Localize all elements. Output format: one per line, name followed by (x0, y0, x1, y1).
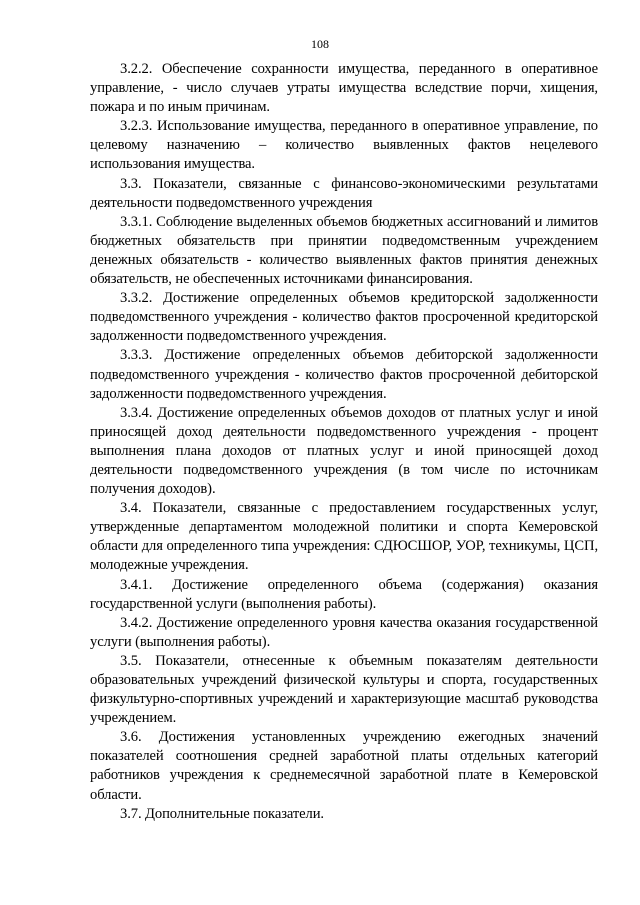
paragraph-3-2-2: 3.2.2. Обеспечение сохранности имущества, переданного в оперативное управление, - число случаев утраты имущества вследствие порчи, хищения, пожара и по иным причинам. (90, 61, 598, 116)
paragraph-3-3-3: 3.3.3. Достижение определенных объемов дебиторской задолженности подведомственного учреждения - количество фактов просроченной дебиторской задолженности подведомственного учреждения. (90, 347, 598, 402)
paragraph-3-4-2: 3.4.2. Достижение определенного уровня качества оказания государственной услуги (выполнения работы). (90, 614, 598, 650)
document-body (90, 60, 598, 824)
paragraph-3-3: 3.3. Показатели, связанные с финансово-экономическими результатами деятельности подведомственного учреждения (90, 175, 598, 211)
paragraph-3-4: 3.4. Показатели, связанные с предоставлением государственных услуг, утвержденные департаментом молодежной политики и спорта Кемеровской области для определенного типа учреждения: СДЮСШОР, УОР, техникумы, ЦСП, молодежные учреждения. (90, 500, 598, 574)
paragraph-3-3-4: 3.3.4. Достижение определенных объемов доходов от платных услуг и иной приносящей доход деятельности подведомственного учреждения - процент выполнения плана доходов от платных услуг и иной приносящей доход деятельности подведомственного учреждения (в том числе по источникам получения доходов). (90, 404, 598, 498)
paragraph-3-6: 3.6. Достижения установленных учреждению ежегодных значений показателей соотношения средней заработной платы отдельных категорий работников учреждения к среднемесячной заработной плате в Кемеровской области. (90, 729, 598, 803)
paragraph-3-3-1: 3.3.1. Соблюдение выделенных объемов бюджетных ассигнований и лимитов бюджетных обязательств при принятии подведомственным учреждением денежных обязательств - количество выявленных фактов принятия денежных обязательств, не обеспеченных источниками финансирования. (90, 213, 598, 288)
page-number: 108 (311, 37, 329, 51)
paragraph-3-7: 3.7. Дополнительные показатели. (120, 805, 324, 822)
paragraph-3-5: 3.5. Показатели, отнесенные к объемным показателям деятельности образовательных учреждений физической культуры и спорта, государственных физкультурно-спортивных учреждений и характеризующие масштаб руководства учреждением. (90, 652, 598, 727)
paragraph-3-4-1: 3.4.1. Достижение определенного объема (содержания) оказания государственной услуги (выполнения работы). (90, 576, 598, 612)
paragraph-3-2-3: 3.2.3. Использование имущества, переданного в оперативное управление, по целевому назначению – количество выявленных фактов нецелевого использования имущества. (90, 118, 598, 173)
paragraph-3-3-2: 3.3.2. Достижение определенных объемов кредиторской задолженности подведомственного учреждения - количество фактов просроченной кредиторской задолженности подведомственного учреждения. (90, 290, 598, 345)
